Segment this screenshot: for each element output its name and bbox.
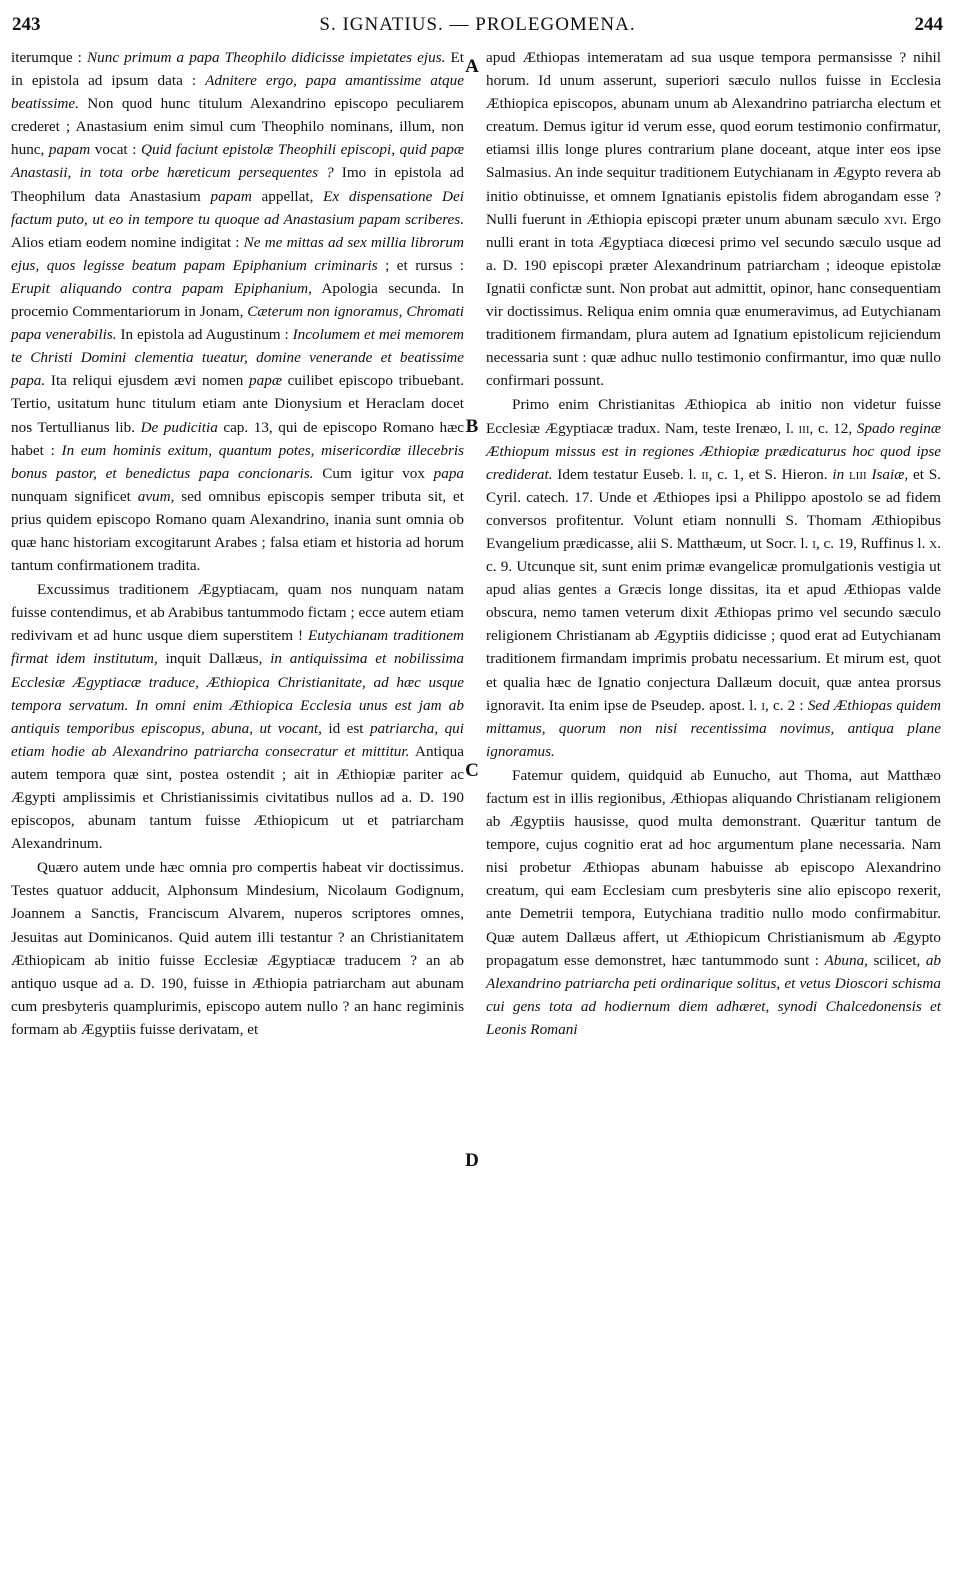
page-number-left: 243 bbox=[12, 14, 41, 35]
text-run: Quæro autem unde hæc omnia pro compertis habeat vir doctissimus. Testes quatuor adducit, Alphonsum Mindesium, Nicolaum Godignum, Joannem a Sanctis, Franciscum Alvarem, nuperos scriptores omnes, Jesuitas aut Dominicanos. Quid autem illi testantur ? an Christianitatem Æthiopicam ab initio fuisse Ecclesiæ Ægyptiacæ traducem ? an ab antiquo usque ad a. D. 190, fuisse in Æthiopia patriarcham aut abunam cum presbyteris quamplurimis, episcopo autem nullo ? an hanc regiminis formam ab Ægyptiis fuisse derivatam, et bbox=[11, 859, 464, 1038]
text-run: Incolumem et mei memorem te Christi Domini clementia tueatur, domine venerande et beatissime papa. bbox=[11, 326, 464, 390]
margin-marker-d: D bbox=[465, 1150, 479, 1171]
paragraph bbox=[486, 46, 941, 392]
text-run: ii bbox=[701, 465, 709, 483]
text-run: Alios etiam eodem nomine indigitat : bbox=[11, 233, 244, 251]
text-run: ; et rursus : bbox=[377, 256, 465, 274]
text-run: cuilibet episcopo tribuebant. Tertio, usitatum hunc titulum etiam ante Dionysium et Heraclam docet nos Tertullianus lib. bbox=[11, 372, 465, 436]
text-run: Primo enim Christianitas Æthiopica ab initio non videtur fuisse Ecclesiæ Ægyptiacæ tradux. Nam, teste Irenæo, l. bbox=[486, 396, 941, 437]
text-run: . Ergo nulli erant in tota Ægyptiaca diœcesi primo vel secundo sæculo usque ad a. D. 190 episcopi præter Alexandrinum patriarcham ; ideoque epistolæ Ignatii confictæ sunt. Non probat aut admittit, opinor, hanc consequentiam vir doctissimus. Reliqua enim omnia quæ enumeravimus, ad Eutychianam traditionem firmandam, plura autem ad Ignatium epistolicum rejiciendum necessaria sunt : quæ adhuc nullo testimonio confirmantur, imo quæ nullo confirmari possunt. bbox=[486, 210, 941, 390]
text-run: Ex dispensatione Dei factum puto, ut eo in tempore tu quoque ad Anastasium papam scriberes. bbox=[11, 187, 464, 228]
text-run: sed omnibus episcopis semper tributa sit, et prius quidem episcopo Romano quam Alexandrino, inania sunt omnia ob quæ hanc historiam excogitarunt Arabes ; falsa etiam et historia ad horum tantum confirmationem tradita. bbox=[11, 487, 464, 575]
right-column bbox=[486, 46, 941, 1041]
running-title: S. IGNATIUS. — PROLEGOMENA. bbox=[319, 14, 636, 35]
page-number-right: 244 bbox=[914, 14, 943, 35]
text-run: in bbox=[832, 465, 849, 483]
text-run: Antiqua autem tempora quæ sint, postea ostendit ; ait in Æthiopiæ pariter ac Ægypti amplissimis et Christianissimis civitatibus nullos ad a. D. 190 episcopos, abunam tantum fuisse Æthiopicum ut et patriarcham Alexandrinum. bbox=[11, 742, 464, 853]
paragraph bbox=[486, 764, 941, 1041]
paragraph bbox=[486, 393, 941, 763]
text-run: iterumque : bbox=[11, 49, 87, 66]
margin-marker-b: B bbox=[465, 416, 479, 437]
text-run: De pudicitia bbox=[140, 418, 218, 436]
text-run: Cum igitur vox bbox=[313, 464, 434, 482]
text-run: inquit Dallæus, bbox=[157, 650, 271, 668]
text-run: , c. 12, bbox=[809, 419, 857, 437]
text-run: id est bbox=[321, 719, 370, 737]
text-run: Fatemur quidem, quidquid ab Eunucho, aut Thoma, aut Matthæo factum est in illis regionibus, Æthiopas aliquando Christianam religionem ab Ægyptiis hausisse, quod multa demonstrant. Quæritur tantum de tempore, cujus cognitio erat ad hoc argumentum plane necessaria. Nam nisi probetur Æthiopas abunam habuisse ab episcopo Alexandrino creatum, qui eam Ecclesiam cum presbyteris sine alio episcopo rexerit, ante Demetrii tempora, Eutychiana traditio nullo modo confirmabitur. Quæ autem Dallæus affert, ut Æthiopicum Christianismum ab Ægypto propagatum esse demonstret, hæc tantummodo sunt : bbox=[486, 766, 941, 969]
text-run: cap. 13, qui de episcopo Romano hæc habet : bbox=[11, 418, 465, 459]
text-run: Ne me mittas ad sex millia librorum ejus, quos legisse beatum papam Epiphanium criminaris bbox=[11, 233, 464, 274]
text-run: Idem testatur Euseb. l. bbox=[552, 465, 702, 483]
text-run: Spado reginæ Æthiopum missus est in regiones Æthiopiæ prædicaturus hoc quod ipse crediderat. bbox=[486, 419, 941, 483]
text-run: i bbox=[812, 534, 816, 552]
text-run: nunquam significet bbox=[11, 487, 138, 505]
text-run: , c. 1, et S. Hieron. bbox=[708, 465, 833, 483]
text-run: Eutychianam traditionem firmat idem institutum, bbox=[11, 627, 464, 668]
text-run: papæ bbox=[249, 372, 282, 390]
text-run: appellat, bbox=[251, 187, 324, 205]
paragraph bbox=[11, 856, 464, 1041]
text-run: i bbox=[761, 696, 766, 714]
text-run: In eum hominis exitum, quantum potes, misericordiæ illecebris bonus pastor, et benedictus papa concionaris. bbox=[11, 441, 465, 482]
text-run: Imo in epistola ad Theophilum data Anastasium bbox=[11, 164, 464, 205]
running-header bbox=[12, 14, 943, 44]
text-run: Isaiæ, bbox=[871, 465, 909, 483]
text-run: liii bbox=[848, 465, 867, 483]
text-run: . c. 9. Utcunque sit, sunt enim primæ evangelicæ promulgationis vestigia ut apud alias gentes a Græcis longe dissitas, ita et apud Æthiopas valde obscura, nemo tamen veterum dixit Æthiopas primo vel secundo sæculo religionem Christianam ab Ægyptiis didicisse ; quod erat ad Eutychianam traditionem firmandam imprimis probatu necessarium. Et mirum est, quot et qualia hæc de Ignatio conjectura Dallæum docuit, quæ antea prorsus ignoravit. Ita enim ipse de Pseudep. apost. l. bbox=[486, 534, 941, 714]
text-run: vocat : bbox=[90, 141, 141, 159]
paragraph bbox=[11, 578, 464, 855]
paragraph bbox=[11, 46, 464, 577]
text-run: iii bbox=[798, 419, 810, 437]
text-run: Non quod hunc titulum Alexandrino episcopo peculiarem crederet ; Anastasium enim simul cum Theophilo nominans, illum, non hunc, bbox=[11, 95, 464, 159]
text-run: scilicet, bbox=[867, 951, 926, 969]
margin-marker-a: A bbox=[465, 56, 479, 77]
text-run: Quid faciunt epistolæ Theophili episcopi, quid papæ Anastasii, in tota orbe hæreticum persequentes ? bbox=[11, 141, 465, 182]
text-run: Sed Æthiopas quidem mittamus, quorum non nisi recentissima novimus, antiqua plane ignoramus. bbox=[486, 696, 941, 760]
text-run: x bbox=[929, 534, 938, 552]
text-run: papa bbox=[433, 464, 464, 482]
text-run: in antiquissima et nobilissima Ecclesiæ Ægyptiacæ traduce, Æthiopica Christianitate, ad hæc usque tempora servatum. In omni enim Æthiopica Ecclesia unus est jam ab antiquis temporibus episcopus, abuna, ut vocant, bbox=[11, 650, 465, 737]
text-run: apud Æthiopas intemeratam ad sua usque tempora permansisse ? nihil horum. Id unum asserunt, superiori sæculo nullos fuisse in Ecclesia Æthiopica episcopos, abunam unum ab Alexandrino patriarcha electum et creatum. Demus igitur id verum esse, quod eorum testimonio confirmatur, etiamsi illis longe plures contrarium plane doceant, atque inter eos ipse Salmasius. An inde sequitur traditionem Eutychianam in Ægypto revera ab initio obtinuisse, et omnem Ignatianis epistolis fidem abrogandam esse ? Nulli fuerunt in Æthiopia episcopi præter unum abunam sæculo bbox=[486, 49, 941, 228]
text-run: In epistola ad Augustinum : bbox=[116, 326, 293, 344]
text-run: Ita reliqui ejusdem ævi nomen bbox=[45, 372, 250, 390]
text-run: avum, bbox=[137, 487, 175, 505]
text-run: Abuna, bbox=[824, 951, 868, 969]
left-column bbox=[11, 46, 464, 1041]
text-run: papam bbox=[48, 141, 91, 159]
text-run: Apologia secunda. In procemio Commentariorum in Jonam, bbox=[11, 279, 464, 321]
text-run: Erupit aliquando contra papam Epiphanium, bbox=[11, 279, 312, 297]
text-run: et S. Cyril. catech. 17. Unde et Æthiopes ipsi a Philippo apostolo se ad fidem conversos profitentur. Volunt etiam nonnulli S. Thomam Æthiopibus Evangelium prædicasse, alii S. Matthæum, ut Socr. l. bbox=[486, 465, 941, 552]
text-run: papam bbox=[210, 187, 252, 205]
text-run: ab Alexandrino patriarcha peti ordinarique solitus, et vetus Dioscori schisma cui gens tota ad hodiernum diem adhæret, synodi Chalcedonensis et Leonis Romani bbox=[486, 951, 941, 1038]
text-run: xvi bbox=[883, 210, 904, 228]
text-run: Excussimus traditionem Ægyptiacam, quam nos nunquam natam fuisse contendimus, et ab Arabibus tantummodo fictam ; ecce autem etiam redivivam et ad hunc usque diem superstitem ! bbox=[11, 581, 464, 645]
text-run: Et in epistola ad ipsum data : bbox=[11, 49, 465, 90]
text-run: Adnitere ergo, papa amantissime atque beatissime. bbox=[11, 72, 464, 113]
text-run: , c. 19, Ruffinus l. bbox=[815, 534, 930, 552]
margin-marker-c: C bbox=[465, 760, 479, 781]
text-run: patriarcha, qui etiam hodie ab Alexandrino patriarcha consecratur et mittitur. bbox=[11, 719, 464, 760]
text-run: , c. 2 : bbox=[765, 696, 808, 714]
text-run: Nunc primum a papa Theophilo didicisse impietates ejus. bbox=[87, 49, 446, 66]
text-run: Cæterum non ignoramus, Chromati papa venerabilis. bbox=[11, 303, 464, 344]
